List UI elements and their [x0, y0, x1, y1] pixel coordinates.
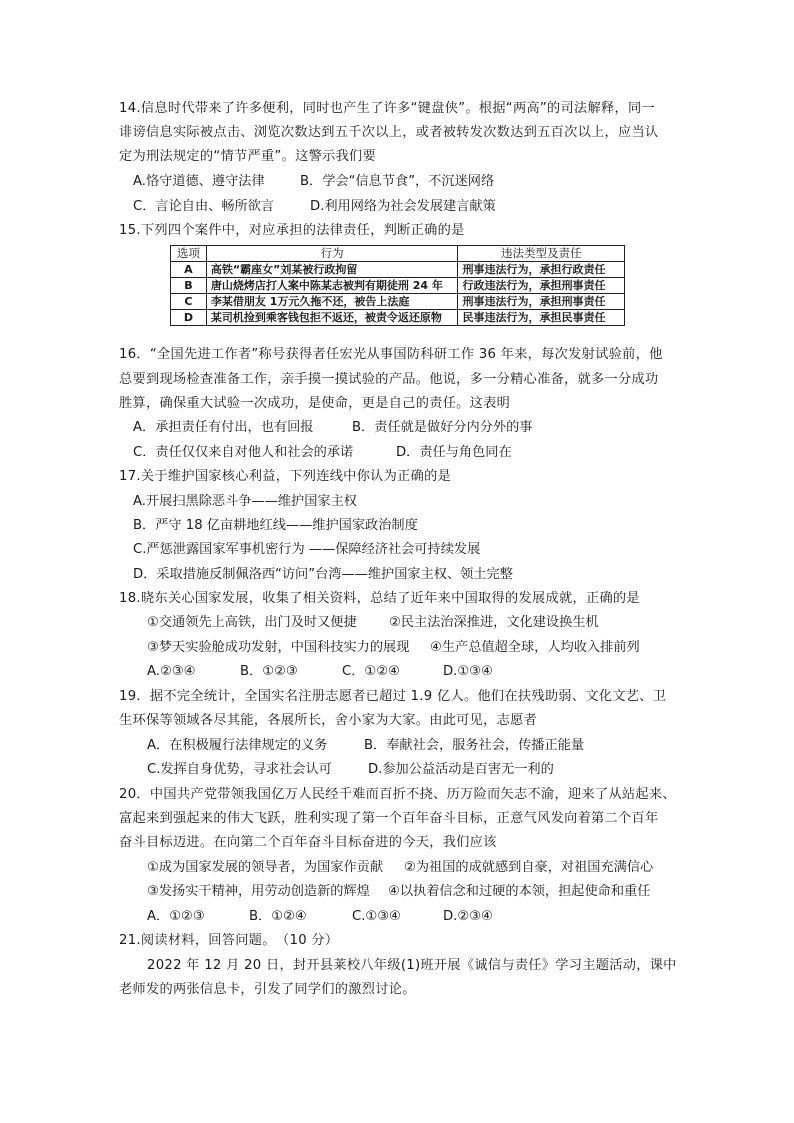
- q14-option-d: D.利用网络为社会发展建言献策: [310, 199, 496, 214]
- table-row: [171, 262, 625, 278]
- q16-stem-line-2: 总要到现场检查准备工作，亲手摸一摸试验的产品。他说，多一分精心准备，就多一分成功: [119, 372, 659, 387]
- q21-material-line-2: 老师发的两张信息卡，引发了同学们的激烈讨论。: [119, 982, 416, 997]
- q18-option-b: B．①②③: [240, 664, 298, 679]
- q18-option-a: A.②③④: [147, 664, 196, 679]
- q16-option-a: A．承担责任有付出，也有回报: [133, 420, 314, 435]
- q14-option-b: B．学会“信息节食”，不沉迷网络: [300, 174, 495, 189]
- q15-legal-table: [170, 245, 625, 326]
- q14-stem-line-3: 定为刑法规定的“情节严重”。这警示我们要: [119, 149, 377, 164]
- q20-option-b: B．①②④: [249, 909, 307, 924]
- q14-stem-line-1: 14.信息时代带来了许多便利，同时也产生了许多“键盘侠”。根据“两高”的司法解释，同一: [119, 101, 655, 116]
- q20-item-3: ③发扬实干精神，用劳动创造新的辉煌: [147, 884, 370, 899]
- table-cell-behavior: 李某借朋友 1万元久拖不还，被告上法庭: [206, 294, 458, 310]
- q14-option-c: C．言论自由、畅所欲言: [133, 199, 275, 214]
- table-cell-behavior: 某司机捡到乘客钱包拒不返还，被责令返还原物: [206, 310, 458, 326]
- q18-stem: 18.晓东关心国家发展，收集了相关资料，总结了近年来中国取得的发展成就，正确的是: [119, 591, 640, 606]
- q20-item-2: ②为祖国的成就感到自豪，对祖国充满信心: [404, 860, 654, 875]
- q16-option-d: D．责任与角色同在: [396, 445, 512, 460]
- table-cell-option: B: [171, 278, 207, 294]
- table-cell-behavior: 唐山烧烤店打人案中陈某志被判有期徒刑 24 年: [206, 278, 458, 294]
- q17-option-c: C.严惩泄露国家军事机密行为 ——保障经济社会可持续发展: [133, 542, 481, 557]
- q20-stem-line-2: 富起来到强起来的伟大飞跃，胜利实现了第一个百年奋斗目标，正意气风发向着第二个百年: [119, 811, 659, 826]
- q16-option-c: C．责任仅仅来自对他人和社会的承诺: [133, 445, 354, 460]
- table-cell-type: 刑事违法行为，承担刑事责任: [458, 294, 625, 310]
- q20-option-d: D.②③④: [443, 909, 493, 924]
- q15-stem: 15.下列四个案件中，对应承担的法律责任，判断正确的是: [119, 223, 465, 238]
- q17-option-d: D．采取措施反制佩洛西“访问”台湾——维护国家主权、领土完整: [133, 567, 513, 582]
- q19-option-b: B．奉献社会，服务社会，传播正能量: [364, 738, 585, 753]
- q19-stem-line-2: 生环保等领域各尽其能，各展所长，舍小家为大家。由此可见，志愿者: [119, 713, 538, 728]
- q21-stem: 21.阅读材料，回答问题。 （10 分）: [119, 933, 339, 948]
- q16-option-b: B．责任就是做好分内分外的事: [352, 420, 533, 435]
- q19-option-d: D.参加公益活动是百害无一利的: [368, 762, 554, 777]
- q19-option-a: A．在积极履行法律规定的义务: [147, 738, 328, 753]
- table-header-row: [171, 246, 625, 262]
- table-cell-option: C: [171, 294, 207, 310]
- q18-item-1: ①交通领先上高铁，出门及时又便捷: [147, 615, 357, 630]
- q20-option-c: C.①③④: [352, 909, 401, 924]
- q14-stem-line-2: 诽谤信息实际被点击、浏览次数达到五千次以上，或者被转发次数达到五百次以上，应当认: [119, 125, 659, 140]
- q18-option-d: D.①③④: [443, 664, 493, 679]
- q18-option-c: C．①②④: [342, 664, 400, 679]
- q21-material-line-1: 2022 年 12 月 20 日，封开县莱校八年级(1)班开展《诚信与责任》学习主题活动，课中: [147, 958, 677, 973]
- q20-item-4: ④以执着信念和过硬的本领，担起使命和重任: [388, 884, 651, 899]
- q18-item-3: ③梦天实验舱成功发射，中国科技实力的展现: [147, 640, 410, 655]
- q18-item-2: ②民主法治深推进，文化建设换生机: [389, 615, 599, 630]
- table-row: [171, 310, 625, 326]
- table-header-option: 选项: [171, 246, 207, 262]
- q20-option-a: A．①②③: [147, 909, 205, 924]
- table-cell-type: 刑事违法行为，承担行政责任: [458, 262, 625, 278]
- q20-stem-line-1: 20．中国共产党带领我国亿万人民经千难而百折不挠、历万险而矢志不渝，迎来了从站起来、: [119, 787, 676, 802]
- table-cell-option: D: [171, 310, 207, 326]
- table-header-type: 违法类型及责任: [458, 246, 625, 262]
- q19-option-c: C.发挥自身优势，寻求社会认可: [147, 762, 332, 777]
- q19-stem-line-1: 19．据不完全统计，全国实名注册志愿者已超过 1.9 亿人。他们在扶残助弱、文化文艺、卫: [119, 689, 667, 704]
- q17-option-a: A.开展扫黑除恶斗争——维护国家主权: [133, 494, 357, 509]
- table-cell-behavior: 高铁“霸座女”刘某被行政拘留: [206, 262, 458, 278]
- q18-item-4: ④生产总值超全球，人均收入排前列: [430, 640, 640, 655]
- q20-item-1: ①成为国家发展的领导者，为国家作贡献: [147, 860, 384, 875]
- q20-stem-line-3: 奋斗目标迈进。在向第二个百年奋斗目标奋进的今天，我们应该: [119, 835, 497, 850]
- q17-stem: 17.关于维护国家核心利益，下列连线中你认为正确的是: [119, 469, 452, 484]
- table-header-behavior: 行为: [206, 246, 458, 262]
- q16-stem-line-1: 16．“全国先进工作者”称号获得者任宏光从事国防科研工作 36 年来，每次发射试验前，他: [119, 347, 663, 362]
- table-cell-option: A: [171, 262, 207, 278]
- table-cell-type: 民事违法行为，承担民事责任: [458, 310, 625, 326]
- table-row: [171, 294, 625, 310]
- q14-option-a: A.恪守道德、遵守法律: [133, 174, 265, 189]
- table-cell-type: 行政违法行为，承担刑事责任: [458, 278, 625, 294]
- q17-option-b: B．严守 18 亿亩耕地红线——维护国家政治制度: [133, 518, 418, 533]
- table-row: [171, 278, 625, 294]
- q16-stem-line-3: 胜算，确保重大试验一次成功，是使命，更是自己的责任。这表明: [119, 396, 511, 411]
